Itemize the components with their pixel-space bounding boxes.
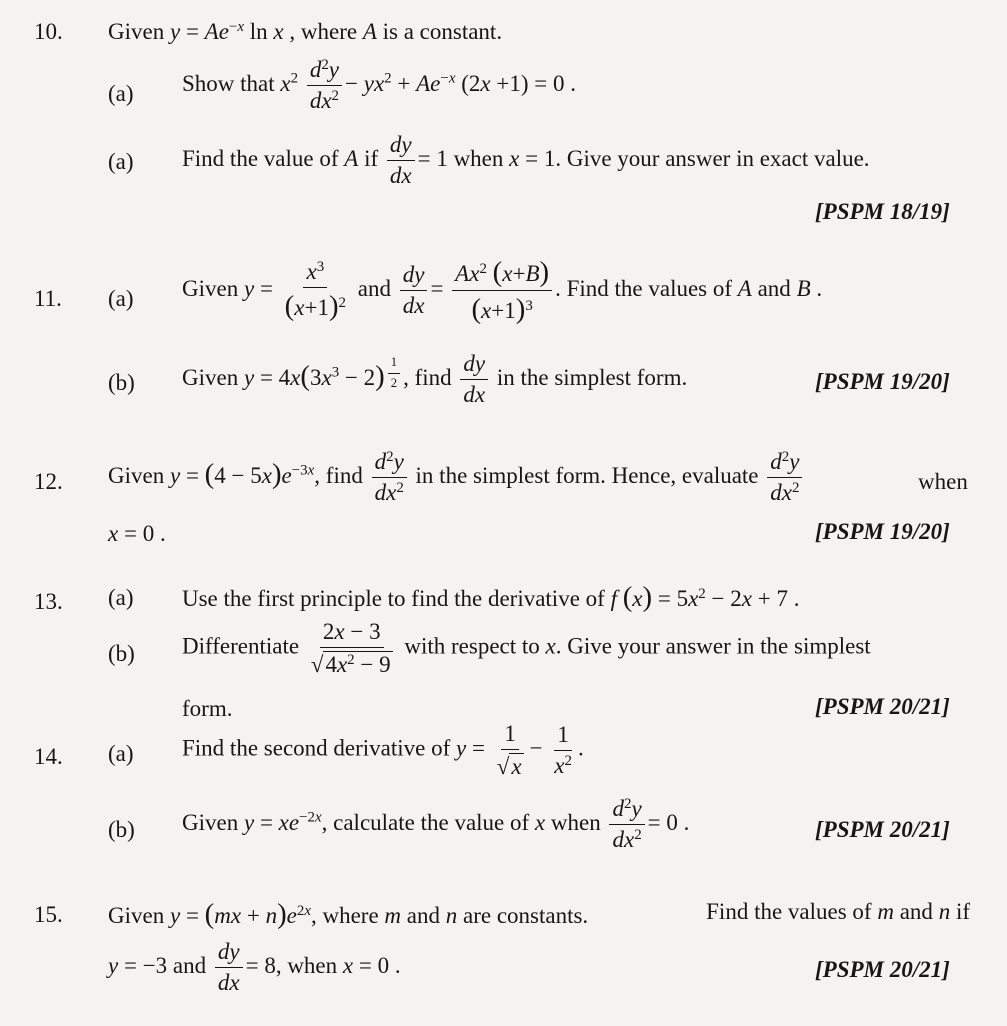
question-15-text-line1: Given $y = (mx + n)e^{2x}$, where m and n are constants. Find the values of m and n if [108,898,970,930]
question-11b-text: Given $y = 4x(3x^3 - 2)$ $^{\frac{1}{2}}$ , find $\frac{dy}{dx}$ in the simplest form. [182,351,688,408]
question-13a-label: (a) [108,585,134,610]
question-10a-label: (a) [108,81,134,106]
reference-11: [PSPM 19/20] [815,369,950,394]
question-14a-text: Find the second derivative of y = $\frac{1}{√x}$ − $\frac{1}{x^2}$ . [182,721,584,779]
question-number-10: 10. [34,19,63,44]
question-number-13: 13. [34,589,63,614]
reference-12: [PSPM 19/20] [815,519,950,544]
question-13b-text: Differentiate $\frac{2x - 3}{√4x^2 - 9}$ with respect to x. Give your answer in the simplest [182,619,871,677]
question-number-14: 14. [34,744,63,769]
question-15-text-line2: y = −3 and $\frac{dy}{dx}$ = 8, when x = 0 . [108,939,401,996]
question-13b-label: (b) [108,641,135,666]
question-10b-label: (a) [108,149,134,174]
question-10a-text: Show that $x^2$ $\frac{d^2y}{dx^2}$ − $yx^2 + Ae^{-x}$ (2x +1) = 0 . [182,56,576,114]
question-number-12: 12. [34,469,63,494]
question-12-text-line2: x = 0 . [108,521,166,546]
question-12-when: when [918,469,968,494]
question-14a-label: (a) [108,741,134,766]
question-10b-text: Find the value of A if $\frac{dy}{dx}$ = 1 when x = 1. Give your answer in exact value. [182,132,870,189]
reference-10: [PSPM 18/19] [815,199,950,224]
question-number-11: 11. [34,286,62,311]
question-11a-label: (a) [108,286,134,311]
reference-13: [PSPM 20/21] [815,694,950,719]
question-12-text-line1: Given $y = (4 - 5x)e^{-3x}$, find $\frac{d^2y}{dx^2}$ in the simplest form. Hence, evaluate $\frac{d^2y}{dx^2}$ [108,450,805,505]
reference-15: [PSPM 20/21] [815,957,950,982]
question-number-15: 15. [34,902,63,927]
question-11a-text: Given y = $\frac{x^3}{(x+1)^2}$ and $\frac{dy}{dx}$ = $\frac{Ax^2 (x+B)}{(x+1)^3}$ . Find the values of A and B . [182,256,823,326]
question-14b-text: Given $y = xe^{-2x}$, calculate the value of x when $\frac{d^2y}{dx^2}$ = 0 . [182,795,690,853]
question-13b-text-cont: form. [182,696,233,721]
reference-14: [PSPM 20/21] [815,817,950,842]
question-10-intro: Given $y = Ae^{-x}$ ln x , where A is a constant. [108,18,503,44]
question-11b-label: (b) [108,370,135,395]
question-14b-label: (b) [108,817,135,842]
question-13a-text: Use the first principle to find the derivative of f $(x) = 5x^2 - 2x + 7$ . [182,581,800,613]
